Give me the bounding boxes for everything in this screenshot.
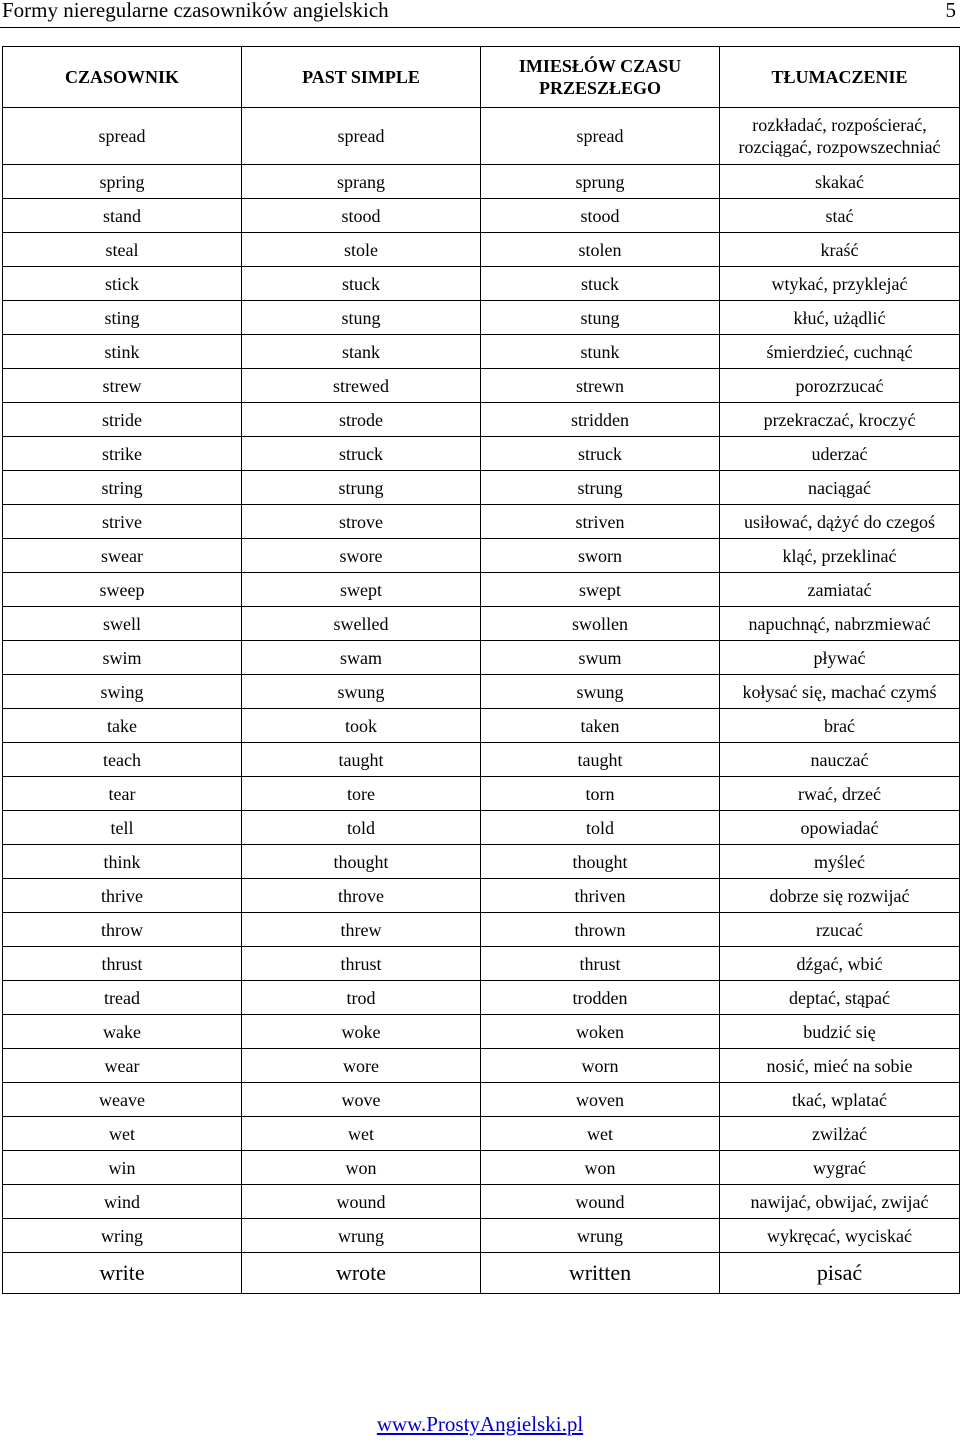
cell-verb: wear — [3, 1049, 242, 1083]
table-row — [3, 233, 960, 267]
table-row — [3, 471, 960, 505]
cell-past-participle: spread — [481, 108, 720, 165]
cell-past-simple: stung — [242, 301, 481, 335]
cell-past-simple: woke — [242, 1015, 481, 1049]
cell-verb: sweep — [3, 573, 242, 607]
cell-verb: swell — [3, 607, 242, 641]
cell-past-participle: thrust — [481, 947, 720, 981]
cell-verb: swing — [3, 675, 242, 709]
cell-translation: uderzać — [720, 437, 960, 471]
table-row — [3, 335, 960, 369]
cell-verb: tread — [3, 981, 242, 1015]
cell-past-participle: struck — [481, 437, 720, 471]
cell-verb: wind — [3, 1185, 242, 1219]
table-row — [3, 947, 960, 981]
cell-translation: zamiatać — [720, 573, 960, 607]
cell-verb: swear — [3, 539, 242, 573]
cell-translation: zwilżać — [720, 1117, 960, 1151]
cell-verb: teach — [3, 743, 242, 777]
column-header-verb: CZASOWNIK — [3, 47, 242, 108]
cell-translation: pisać — [720, 1253, 960, 1294]
cell-past-participle: stood — [481, 199, 720, 233]
cell-translation: tkać, wplatać — [720, 1083, 960, 1117]
cell-verb: spread — [3, 108, 242, 165]
cell-past-participle: wrung — [481, 1219, 720, 1253]
cell-translation: pływać — [720, 641, 960, 675]
table-row — [3, 1219, 960, 1253]
table-body — [3, 108, 960, 1294]
table-row — [3, 369, 960, 403]
cell-past-participle: wet — [481, 1117, 720, 1151]
cell-translation: przekraczać, kroczyć — [720, 403, 960, 437]
column-header-past-participle: IMIESŁÓW CZASU PRZESZŁEGO — [481, 47, 720, 108]
table-row — [3, 709, 960, 743]
table-row — [3, 811, 960, 845]
cell-past-participle: swung — [481, 675, 720, 709]
table-row — [3, 981, 960, 1015]
cell-past-participle: thought — [481, 845, 720, 879]
table-row — [3, 267, 960, 301]
cell-verb: strew — [3, 369, 242, 403]
table-row — [3, 301, 960, 335]
cell-verb: wet — [3, 1117, 242, 1151]
cell-past-simple: wrote — [242, 1253, 481, 1294]
cell-verb: stride — [3, 403, 242, 437]
cell-translation: nosić, mieć na sobie — [720, 1049, 960, 1083]
cell-past-simple: won — [242, 1151, 481, 1185]
cell-past-simple: swelled — [242, 607, 481, 641]
footer-website-link[interactable]: www.ProstyAngielski.pl — [376, 1412, 584, 1436]
cell-translation: kląć, przeklinać — [720, 539, 960, 573]
cell-translation: śmierdzieć, cuchnąć — [720, 335, 960, 369]
cell-verb: stick — [3, 267, 242, 301]
cell-past-participle: striven — [481, 505, 720, 539]
cell-past-simple: stole — [242, 233, 481, 267]
table-row — [3, 777, 960, 811]
table-row — [3, 199, 960, 233]
cell-translation: wtykać, przyklejać — [720, 267, 960, 301]
table-row — [3, 845, 960, 879]
cell-past-simple: strewed — [242, 369, 481, 403]
cell-past-simple: took — [242, 709, 481, 743]
cell-past-simple: thought — [242, 845, 481, 879]
irregular-verbs-table — [2, 46, 960, 1294]
cell-past-simple: throve — [242, 879, 481, 913]
page-title: Formy nieregularne czasowników angielskich — [2, 0, 389, 22]
table-header-row — [3, 47, 960, 108]
cell-verb: weave — [3, 1083, 242, 1117]
cell-verb: think — [3, 845, 242, 879]
cell-past-participle: written — [481, 1253, 720, 1294]
cell-verb: win — [3, 1151, 242, 1185]
cell-past-participle: swollen — [481, 607, 720, 641]
cell-verb: spring — [3, 165, 242, 199]
cell-verb: tear — [3, 777, 242, 811]
cell-past-participle: thrown — [481, 913, 720, 947]
cell-translation: deptać, stąpać — [720, 981, 960, 1015]
cell-past-simple: stood — [242, 199, 481, 233]
cell-past-participle: wound — [481, 1185, 720, 1219]
cell-verb: wake — [3, 1015, 242, 1049]
cell-past-simple: wove — [242, 1083, 481, 1117]
cell-past-simple: sprang — [242, 165, 481, 199]
cell-translation: rwać, drzeć — [720, 777, 960, 811]
cell-past-simple: threw — [242, 913, 481, 947]
cell-verb: stink — [3, 335, 242, 369]
cell-verb: write — [3, 1253, 242, 1294]
cell-past-simple: wore — [242, 1049, 481, 1083]
cell-translation: napuchnąć, nabrzmiewać — [720, 607, 960, 641]
table-row — [3, 913, 960, 947]
cell-past-simple: wound — [242, 1185, 481, 1219]
table-row — [3, 1185, 960, 1219]
cell-past-participle: woven — [481, 1083, 720, 1117]
cell-past-participle: stunk — [481, 335, 720, 369]
cell-past-simple: tore — [242, 777, 481, 811]
cell-verb: take — [3, 709, 242, 743]
cell-past-participle: stung — [481, 301, 720, 335]
cell-verb: strike — [3, 437, 242, 471]
cell-past-participle: thriven — [481, 879, 720, 913]
cell-past-simple: stank — [242, 335, 481, 369]
cell-verb: thrust — [3, 947, 242, 981]
cell-past-participle: torn — [481, 777, 720, 811]
cell-past-simple: told — [242, 811, 481, 845]
cell-past-simple: strove — [242, 505, 481, 539]
cell-translation: kołysać się, machać czymś — [720, 675, 960, 709]
table-row — [3, 108, 960, 165]
cell-past-simple: swore — [242, 539, 481, 573]
cell-translation: wygrać — [720, 1151, 960, 1185]
table-row — [3, 641, 960, 675]
page-number: 5 — [945, 0, 956, 22]
cell-verb: strive — [3, 505, 242, 539]
cell-translation: budzić się — [720, 1015, 960, 1049]
page-header — [0, 0, 960, 28]
table-row — [3, 1151, 960, 1185]
cell-past-simple: swept — [242, 573, 481, 607]
cell-past-simple: trod — [242, 981, 481, 1015]
cell-past-simple: swung — [242, 675, 481, 709]
table-row — [3, 879, 960, 913]
cell-past-participle: taken — [481, 709, 720, 743]
cell-past-simple: spread — [242, 108, 481, 165]
cell-translation: rzucać — [720, 913, 960, 947]
cell-past-participle: swept — [481, 573, 720, 607]
cell-verb: string — [3, 471, 242, 505]
cell-past-participle: stolen — [481, 233, 720, 267]
table-row — [3, 403, 960, 437]
cell-verb: tell — [3, 811, 242, 845]
cell-translation: naciągać — [720, 471, 960, 505]
cell-translation: skakać — [720, 165, 960, 199]
cell-past-participle: woken — [481, 1015, 720, 1049]
cell-past-participle: stuck — [481, 267, 720, 301]
cell-translation: opowiadać — [720, 811, 960, 845]
cell-past-participle: won — [481, 1151, 720, 1185]
column-header-translation: TŁUMACZENIE — [720, 47, 960, 108]
cell-verb: throw — [3, 913, 242, 947]
cell-verb: stand — [3, 199, 242, 233]
table-row — [3, 165, 960, 199]
cell-past-participle: taught — [481, 743, 720, 777]
table-row — [3, 505, 960, 539]
cell-past-simple: taught — [242, 743, 481, 777]
cell-translation: myśleć — [720, 845, 960, 879]
cell-past-simple: struck — [242, 437, 481, 471]
table-row — [3, 1015, 960, 1049]
cell-past-participle: strung — [481, 471, 720, 505]
cell-past-participle: told — [481, 811, 720, 845]
cell-translation: dobrze się rozwijać — [720, 879, 960, 913]
cell-verb: wring — [3, 1219, 242, 1253]
table-row — [3, 743, 960, 777]
cell-past-simple: stuck — [242, 267, 481, 301]
cell-past-simple: strung — [242, 471, 481, 505]
cell-past-participle: sprung — [481, 165, 720, 199]
cell-verb: swim — [3, 641, 242, 675]
table-row — [3, 1049, 960, 1083]
cell-translation: kłuć, użądlić — [720, 301, 960, 335]
cell-translation: rozkładać, rozpościerać, rozciągać, rozpowszechniać — [720, 108, 960, 165]
cell-verb: sting — [3, 301, 242, 335]
cell-past-simple: wet — [242, 1117, 481, 1151]
cell-translation: kraść — [720, 233, 960, 267]
table-row — [3, 1083, 960, 1117]
table-row — [3, 573, 960, 607]
column-header-past-simple: PAST SIMPLE — [242, 47, 481, 108]
table-row — [3, 539, 960, 573]
cell-past-simple: strode — [242, 403, 481, 437]
cell-translation: dźgać, wbić — [720, 947, 960, 981]
cell-translation: nawijać, obwijać, zwijać — [720, 1185, 960, 1219]
cell-past-participle: worn — [481, 1049, 720, 1083]
cell-translation: usiłować, dążyć do czegoś — [720, 505, 960, 539]
cell-translation: nauczać — [720, 743, 960, 777]
cell-past-participle: stridden — [481, 403, 720, 437]
cell-translation: stać — [720, 199, 960, 233]
cell-translation: wykręcać, wyciskać — [720, 1219, 960, 1253]
table-row — [3, 437, 960, 471]
table-row — [3, 1253, 960, 1294]
cell-past-participle: swum — [481, 641, 720, 675]
cell-verb: steal — [3, 233, 242, 267]
table-row — [3, 1117, 960, 1151]
cell-past-simple: wrung — [242, 1219, 481, 1253]
table-row — [3, 607, 960, 641]
cell-translation: brać — [720, 709, 960, 743]
cell-translation: porozrzucać — [720, 369, 960, 403]
cell-past-participle: trodden — [481, 981, 720, 1015]
cell-verb: thrive — [3, 879, 242, 913]
cell-past-participle: sworn — [481, 539, 720, 573]
cell-past-simple: swam — [242, 641, 481, 675]
cell-past-participle: strewn — [481, 369, 720, 403]
table-row — [3, 675, 960, 709]
cell-past-simple: thrust — [242, 947, 481, 981]
